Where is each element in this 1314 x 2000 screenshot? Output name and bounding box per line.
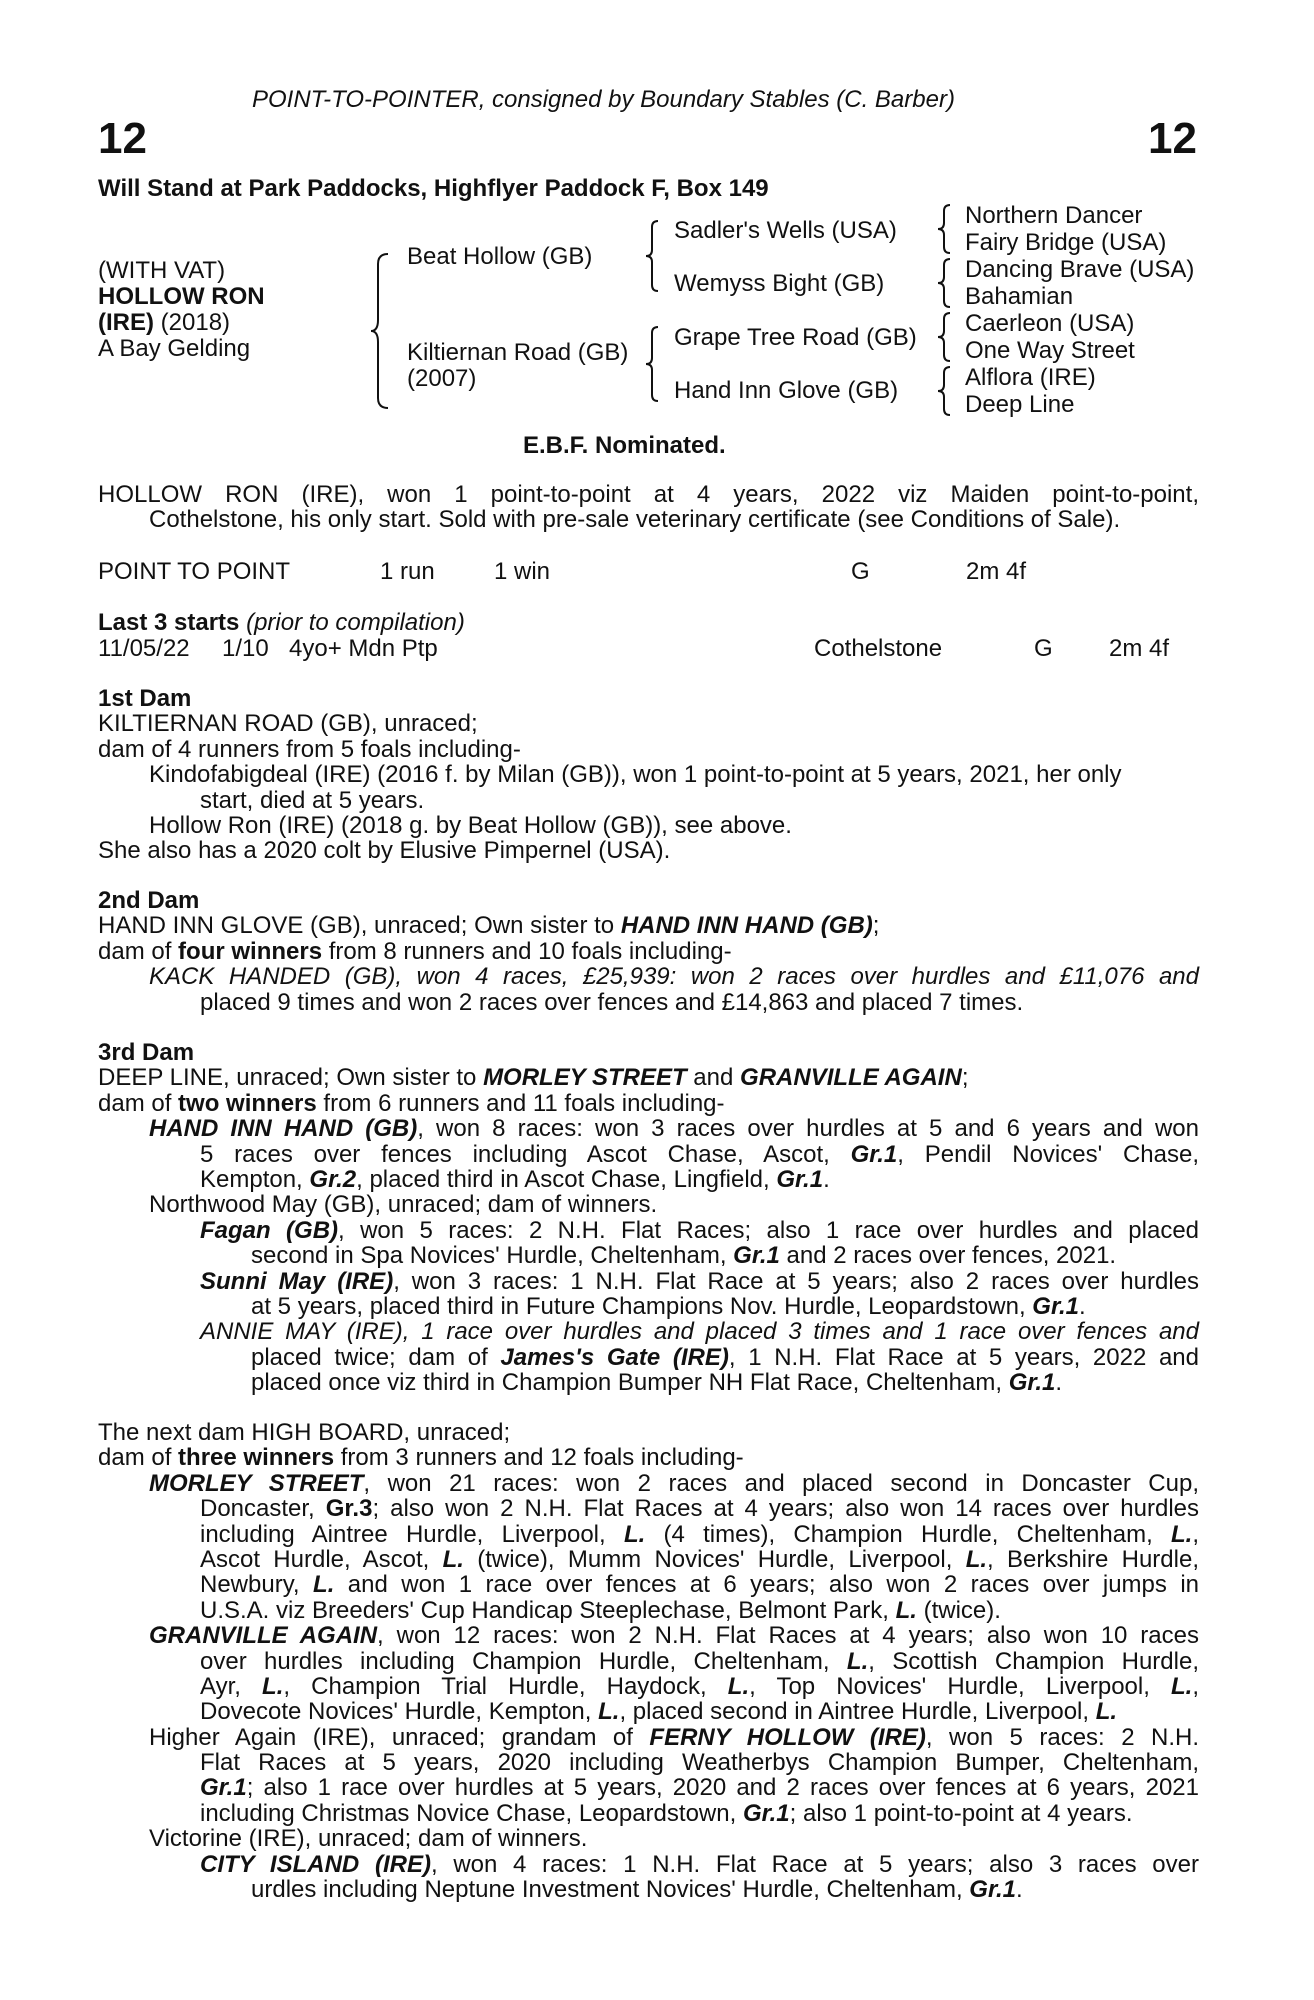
third-dam-line: dam of two winners from 6 runners and 11 foals including- [98,1089,725,1117]
next-dam-line: Higher Again (IRE), unraced; grandam of FERNY HOLLOW (IRE), won 5 races: 2 N.H. [149,1723,1200,1751]
third-dam-line: at 5 years, placed third in Future Champions Nov. Hurdle, Leopardstown, Gr.1. [251,1292,1086,1320]
first-dam-line: She also has a 2020 colt by Elusive Pimpernel (USA). [98,837,671,865]
horse-description: A Bay Gelding [98,335,251,362]
next-dam-line: The next dam HIGH BOARD, unraced; [98,1419,511,1446]
first-dam-line: Kindofabigdeal (IRE) (2016 f. by Milan (GB)), won 1 point-to-point at 5 years, 2021, her only [149,761,1122,789]
third-dam-line: placed once viz third in Champion Bumper NH Flat Race, Cheltenham, Gr.1. [251,1369,1063,1397]
record-distance: 2m 4f [966,558,1027,585]
third-dam-line: Sunni May (IRE), won 3 races: 1 N.H. Flat Race at 5 years; also 2 races over hurdles [200,1267,1200,1295]
pedigree-sire: Beat Hollow (GB) [407,243,593,270]
next-dam-line: Flat Races at 5 years, 2020 including Weatherbys Champion Bumper, Cheltenham, [200,1749,1199,1777]
pedigree-ggp: Northern Dancer [965,202,1143,229]
first-dam-line: Hollow Ron (IRE) (2018 g. by Beat Hollow (GB)), see above. [149,811,792,839]
summary-line: Cothelstone, his only start. Sold with pre-sale veterinary certificate (see Conditions of Sale). [149,506,1121,534]
pedigree-brace-dam [645,324,661,404]
pedigree-sire-dam: Wemyss Bight (GB) [674,270,885,297]
pedigree-ggp: Bahamian [965,283,1074,310]
record-label: POINT TO POINT [98,558,291,585]
stable-location: Will Stand at Park Paddocks, Highflyer Paddock F, Box 149 [98,175,769,202]
third-dam-line: HAND INN HAND (GB), won 8 races: won 3 races over hurdles at 5 and 6 years and won [149,1115,1199,1143]
next-dam-line: including Christmas Novice Chase, Leopardstown, Gr.1; also 1 point-to-point at 4 years. [200,1799,1133,1827]
last-starts-note: (prior to compilation) [246,609,465,636]
pedigree-dam-sire: Grape Tree Road (GB) [674,324,917,351]
next-dam-line: MORLEY STREET, won 21 races: won 2 races and placed second in Doncaster Cup, [149,1469,1199,1497]
pedigree-ggp: Caerleon (USA) [965,310,1135,337]
pedigree-ggp: Alflora (IRE) [965,364,1096,391]
vat-note: (WITH VAT) [98,257,226,284]
second-dam-title: 2nd Dam [98,887,200,914]
next-dam-line: Gr.1; also 1 race over hurdles at 5 years, 2020 and 2 races over fences at 6 years, 2021 [200,1774,1199,1802]
next-dam-line: CITY ISLAND (IRE), won 4 races: 1 N.H. Flat Race at 5 years; also 3 races over [200,1850,1199,1878]
next-dam-line: dam of three winners from 3 runners and 12 foals including- [98,1444,744,1472]
record-going: G [851,558,870,585]
third-dam-line: ANNIE MAY (IRE), 1 race over hurdles and placed 3 times and 1 race over fences and [200,1318,1199,1346]
second-dam-section [98,888,1199,1015]
third-dam-line: second in Spa Novices' Hurdle, Cheltenham, Gr.1 and 2 races over fences, 2021. [251,1242,1117,1270]
pedigree-sire-sire: Sadler's Wells (USA) [674,217,897,244]
next-dam-line: Victorine (IRE), unraced; dam of winners. [149,1825,588,1853]
pedigree-dam: Kiltiernan Road (GB) [407,339,629,366]
third-dam-line: 5 races over fences including Ascot Chase, Ascot, Gr.1, Pendil Novices' Chase, [200,1140,1200,1168]
third-dam-title: 3rd Dam [98,1039,195,1066]
second-dam-line: HAND INN GLOVE (GB), unraced; Own sister to HAND INN HAND (GB); [98,912,880,940]
last-starts-heading [98,610,465,636]
first-dam-line: dam of 4 runners from 5 foals including- [98,735,521,763]
third-dam-section [98,1040,1199,1395]
pedigree-dam-dam: Hand Inn Glove (GB) [674,377,899,404]
pedigree-brace-ggp4 [937,364,953,418]
pedigree-ggp: One Way Street [965,337,1135,364]
first-dam-section [98,686,1199,864]
horse-country: (IRE) [98,309,154,336]
pedigree-ggp: Deep Line [965,391,1075,418]
record-runs: 1 run [380,558,435,585]
first-dam-line: start, died at 5 years. [200,786,425,814]
second-dam-line: dam of four winners from 8 runners and 10 foals including- [98,937,732,965]
record-wins: 1 win [494,558,551,585]
next-dam-line: Doncaster, Gr.3; also won 2 N.H. Flat Races at 4 years; also won 14 races over hurdles [200,1495,1199,1523]
pedigree-ggp: Fairy Bridge (USA) [965,229,1167,256]
pedigree-brace-sire [645,218,661,294]
pedigree-ggp: Dancing Brave (USA) [965,256,1195,283]
next-dam-line: Newbury, L. and won 1 race over fences at 6 years; also won 2 races over jumps in [200,1571,1199,1599]
summary-paragraph [98,482,1199,533]
first-dam-title: 1st Dam [98,685,192,712]
lot-number-left: 12 [98,114,147,163]
horse-year: (2018) [160,309,231,336]
ebf-nominated: E.B.F. Nominated. [523,432,726,459]
start-distance: 2m 4f [1109,635,1170,662]
second-dam-line: placed 9 times and won 2 races over fences and £14,863 and placed 7 times. [200,988,1024,1016]
pedigree-brace-ggp3 [937,310,953,364]
third-dam-line: Kempton, Gr.2, placed third in Ascot Chase, Lingfield, Gr.1. [200,1165,830,1193]
lot-number-right: 12 [1148,114,1197,163]
pedigree-dam-year: (2007) [407,365,477,392]
pedigree-brace-ggp2 [937,256,953,310]
start-date: 11/05/22 [98,635,190,662]
next-dam-line: U.S.A. viz Breeders' Cup Handicap Steeplechase, Belmont Park, L. (twice). [200,1596,1001,1624]
consignor-line: POINT-TO-POINTER, consigned by Boundary Stables (C. Barber) [252,86,955,113]
summary-line: HOLLOW RON (IRE), won 1 point-to-point at 4 years, 2022 viz Maiden point-to-point, [98,481,1199,508]
start-course: Cothelstone [814,635,943,662]
next-dam-line: including Aintree Hurdle, Liverpool, L. (4 times), Champion Hurdle, Cheltenham, L., [200,1520,1200,1548]
pedigree-brace-ggp1 [937,202,953,256]
second-dam-line: KACK HANDED (GB), won 4 races, £25,939: won 2 races over hurdles and £11,076 and [149,963,1199,991]
next-dam-line: GRANVILLE AGAIN, won 12 races: won 2 N.H. Flat Races at 4 years; also won 10 races [149,1622,1199,1650]
first-dam-line: KILTIERNAN ROAD (GB), unraced; [98,710,478,738]
third-dam-line: placed twice; dam of James's Gate (IRE), 1 N.H. Flat Race at 5 years, 2022 and [251,1343,1200,1371]
third-dam-line: DEEP LINE, unraced; Own sister to MORLEY STREET and GRANVILLE AGAIN; [98,1064,969,1092]
pedigree-brace-main [370,250,392,412]
next-dam-section [98,1420,1199,1902]
next-dam-line: urdles including Neptune Investment Novices' Hurdle, Cheltenham, Gr.1. [251,1876,1023,1904]
third-dam-line: Northwood May (GB), unraced; dam of winners. [149,1191,658,1219]
third-dam-line: Fagan (GB), won 5 races: 2 N.H. Flat Races; also 1 race over hurdles and placed [200,1216,1200,1244]
next-dam-line: Ayr, L., Champion Trial Hurdle, Haydock, L., Top Novices' Hurdle, Liverpool, L., [200,1672,1200,1700]
next-dam-line: Dovecote Novices' Hurdle, Kempton, L., placed second in Aintree Hurdle, Liverpool, L. [200,1698,1118,1726]
next-dam-line: Ascot Hurdle, Ascot, L. (twice), Mumm Novices' Hurdle, Liverpool, L., Berkshire Hurdle, [200,1545,1199,1573]
next-dam-line: over hurdles including Champion Hurdle, Cheltenham, L., Scottish Champion Hurdle, [200,1647,1199,1675]
horse-name: HOLLOW RON [98,283,265,310]
start-going: G [1034,635,1053,662]
start-place: 1/10 [222,635,269,662]
horse-name-country-year [98,310,230,336]
last-starts-title: Last 3 starts [98,609,240,636]
start-race: 4yo+ Mdn Ptp [289,635,438,662]
